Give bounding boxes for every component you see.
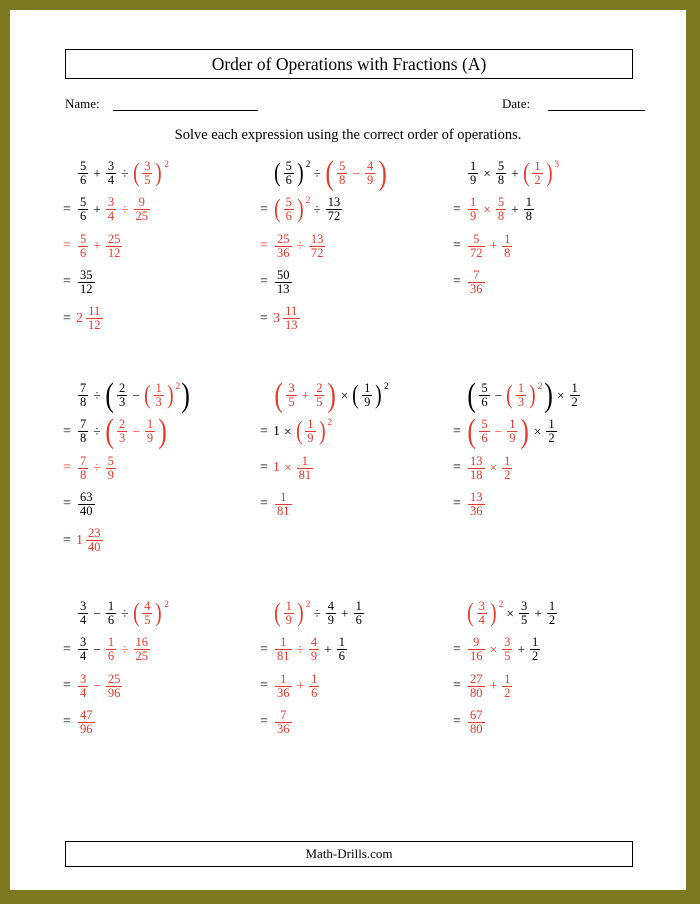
fraction: $\frac{7}{36}$ xyxy=(277,707,290,736)
problem-7 xyxy=(63,600,263,745)
group-highlight: ( $\frac{3}{5}$ ) 2 xyxy=(132,158,169,188)
fraction: $\frac{5}{6}$ xyxy=(80,195,87,224)
fraction: $\frac{1}{2}$ xyxy=(504,671,511,700)
fraction: $\frac{5}{8}$ xyxy=(497,195,505,224)
problem-2-step-2: = ( $\frac{5}{6}$ ) 2 ÷ $\frac{13}{72}$ xyxy=(260,194,341,224)
worksheet-page xyxy=(10,10,686,890)
fraction: $\frac{1}{36}$ xyxy=(277,671,290,700)
fraction: $\frac{9}{25}$ xyxy=(135,195,149,224)
problem-5-step-3: = 1 × $\frac{1}{81}$ xyxy=(260,453,312,482)
group-highlight: ( $\frac{5}{8}$ − $\frac{4}{9}$ ) xyxy=(325,155,388,193)
group-highlight: ( $\frac{5}{6}$ − $\frac{1}{9}$ ) xyxy=(467,413,530,451)
fraction: $\frac{5}{8}$ xyxy=(497,159,505,188)
page-title: Order of Operations with Fractions (A) xyxy=(211,53,487,74)
problem-4-step-1: $\frac{7}{8}$ ÷ ( $\frac{2}{3}$ − ( $\frac{1}{3}$ ) 2 ) xyxy=(80,377,191,415)
fraction: $\frac{5}{6}$ xyxy=(80,231,87,260)
problem-4-step-4: = $\frac{63}{40}$ xyxy=(63,489,93,518)
fraction: $\frac{27}{80}$ xyxy=(470,671,483,700)
problem-1-step-3: = $\frac{5}{6}$ + $\frac{25}{12}$ xyxy=(63,231,121,260)
problem-6 xyxy=(453,377,653,527)
fraction: $\frac{3}{5}$ xyxy=(504,635,511,664)
problem-4 xyxy=(63,377,263,563)
date-label: Date: xyxy=(502,96,531,111)
fraction: $\frac{25}{36}$ xyxy=(277,231,290,260)
fraction: $\frac{47}{96}$ xyxy=(80,707,93,736)
fraction: $\frac{50}{13}$ xyxy=(277,267,290,296)
fraction: $\frac{7}{36}$ xyxy=(470,267,483,296)
fraction: $\frac{4}{9}$ xyxy=(310,635,318,664)
group-highlight: ( $\frac{1}{9}$ ) 2 xyxy=(295,416,332,446)
fraction: $\frac{1}{81}$ xyxy=(277,635,290,664)
fraction: $\frac{9}{16}$ xyxy=(470,635,483,664)
problem-9 xyxy=(453,600,653,745)
problem-3 xyxy=(453,160,653,305)
group: ( $\frac{2}{3}$ − ( $\frac{1}{3}$ ) 2 ) xyxy=(105,377,191,415)
fraction: $\frac{13}{72}$ xyxy=(327,195,341,224)
name-input-line[interactable] xyxy=(113,109,258,111)
fraction: $\frac{1}{2}$ xyxy=(571,381,578,410)
problem-8-step-4: = $\frac{7}{36}$ xyxy=(260,707,290,736)
group-highlight: ( $\frac{2}{3}$ − $\frac{1}{9}$ ) xyxy=(105,413,168,451)
fraction: $\frac{4}{9}$ xyxy=(327,599,335,628)
mixed-number: 2 $\frac{11}{12}$ xyxy=(76,304,101,333)
group-highlight: ( $\frac{1}{2}$ ) 3 xyxy=(522,158,560,188)
worksheet-inner xyxy=(10,10,686,890)
fraction: $\frac{5}{6}$ xyxy=(80,159,87,188)
fraction: $\frac{25}{96}$ xyxy=(107,671,121,700)
fraction: $\frac{16}{25}$ xyxy=(135,635,149,664)
fraction: $\frac{1}{2}$ xyxy=(532,635,539,664)
fraction: $\frac{7}{8}$ xyxy=(80,453,87,482)
group-highlight: ( $\frac{1}{9}$ ) 2 xyxy=(274,598,311,628)
problem-4-step-3: = $\frac{7}{8}$ ÷ $\frac{5}{9}$ xyxy=(63,453,114,482)
fraction: $\frac{1}{81}$ xyxy=(277,489,290,518)
problem-2-step-3: = $\frac{25}{36}$ ÷ $\frac{13}{72}$ xyxy=(260,231,324,260)
group-highlight: ( $\frac{4}{5}$ ) 2 xyxy=(132,598,169,628)
fraction: $\frac{67}{80}$ xyxy=(470,707,483,736)
fraction: $\frac{3}{4}$ xyxy=(80,635,87,664)
fraction: $\frac{1}{2}$ xyxy=(548,417,555,446)
fraction: $\frac{1}{6}$ xyxy=(355,599,362,628)
problem-8-step-1: ( $\frac{1}{9}$ ) 2 ÷ $\frac{4}{9}$ + $\frac{1}{6}$ xyxy=(274,598,362,628)
group: ( $\frac{1}{9}$ ) 2 xyxy=(352,380,389,410)
fraction: $\frac{3}{5}$ xyxy=(520,599,528,628)
name-date-row xyxy=(65,96,633,116)
footer-text: Math-Drills.com xyxy=(305,846,393,861)
problem-8 xyxy=(260,600,460,745)
fraction: $\frac{3}{4}$ xyxy=(80,671,87,700)
group-highlight: ( $\frac{5}{6}$ ) 2 xyxy=(274,194,311,224)
problem-9-step-4: = $\frac{67}{80}$ xyxy=(453,707,483,736)
fraction: $\frac{5}{72}$ xyxy=(470,231,483,260)
problem-2-step-5: = 3 $\frac{11}{13}$ xyxy=(260,305,460,332)
problem-9-step-1: ( $\frac{3}{4}$ ) 2 × $\frac{3}{5}$ + $\frac{1}{2}$ xyxy=(467,598,556,628)
fraction: $\frac{35}{12}$ xyxy=(80,267,93,296)
instructions-text: Solve each expression using the correct order of operations. xyxy=(174,127,522,143)
problem-3-step-1: $\frac{1}{9}$ × $\frac{5}{8}$ + ( $\frac{1}{2}$ ) 3 xyxy=(470,158,560,188)
group-highlight: ( $\frac{3}{5}$ + $\frac{2}{5}$ ) xyxy=(274,377,337,415)
problem-6-step-2: = ( $\frac{5}{6}$ − $\frac{1}{9}$ ) × $\frac{1}{2}$ xyxy=(453,413,555,451)
fraction: $\frac{1}{2}$ xyxy=(504,453,511,482)
fraction: $\frac{63}{40}$ xyxy=(80,489,93,518)
problem-1-step-5: = 2 $\frac{11}{12}$ xyxy=(63,305,263,332)
problem-4-step-5: = 1 $\frac{23}{40}$ xyxy=(63,527,263,554)
problem-1-step-2: = $\frac{5}{6}$ + $\frac{3}{4}$ ÷ $\frac{9}{25}$ xyxy=(63,195,149,224)
mixed-number: 1 $\frac{23}{40}$ xyxy=(76,526,101,555)
fraction: $\frac{13}{72}$ xyxy=(310,231,324,260)
fraction: $\frac{7}{8}$ xyxy=(80,417,87,446)
problem-6-step-4: = $\frac{13}{36}$ xyxy=(453,489,483,518)
mixed-number: 3 $\frac{11}{13}$ xyxy=(273,304,298,333)
problem-7-step-3: = $\frac{3}{4}$ − $\frac{25}{96}$ xyxy=(63,671,121,700)
problem-8-step-2: = $\frac{1}{81}$ ÷ $\frac{4}{9}$ + $\frac{1}{6}$ xyxy=(260,635,346,664)
fraction: $\frac{1}{9}$ xyxy=(470,159,477,188)
problem-7-step-2: = $\frac{3}{4}$ − $\frac{1}{6}$ ÷ $\frac{16}{25}$ xyxy=(63,635,149,664)
operator-plus: + xyxy=(93,165,101,181)
problem-6-step-1: ( $\frac{5}{6}$ − ( $\frac{1}{3}$ ) 2 ) × $\frac{1}{2}$ xyxy=(467,377,578,415)
problem-7-step-1: $\frac{3}{4}$ − $\frac{1}{6}$ ÷ ( $\frac{4}{5}$ ) 2 xyxy=(80,598,169,628)
fraction: $\frac{7}{8}$ xyxy=(80,381,87,410)
name-label: Name: xyxy=(65,96,100,111)
problem-2-step-4: = $\frac{50}{13}$ xyxy=(260,267,290,296)
fraction: $\frac{25}{12}$ xyxy=(107,231,121,260)
problem-7-step-4: = $\frac{47}{96}$ xyxy=(63,707,93,736)
problem-6-step-3: = $\frac{13}{18}$ × $\frac{1}{2}$ xyxy=(453,453,511,482)
date-input-line[interactable] xyxy=(548,109,645,111)
fraction: $\frac{1}{8}$ xyxy=(504,231,511,260)
problem-1 xyxy=(63,160,263,341)
fraction: $\frac{1}{2}$ xyxy=(548,599,556,628)
whole-number: 1 xyxy=(273,460,280,476)
problem-8-step-3: = $\frac{1}{36}$ + $\frac{1}{6}$ xyxy=(260,671,318,700)
fraction: $\frac{1}{6}$ xyxy=(107,599,115,628)
problem-1-step-4: = $\frac{35}{12}$ xyxy=(63,267,93,296)
problem-3-step-3: = $\frac{5}{72}$ + $\frac{1}{8}$ xyxy=(453,231,511,260)
fraction: $\frac{1}{8}$ xyxy=(525,195,532,224)
problem-4-step-2: = $\frac{7}{8}$ ÷ ( $\frac{2}{3}$ − $\frac{1}{9}$ ) xyxy=(63,413,168,451)
fraction: $\frac{1}{9}$ xyxy=(470,195,477,224)
operator-divide: ÷ xyxy=(121,165,129,181)
fraction: $\frac{3}{4}$ xyxy=(80,599,87,628)
fraction: $\frac{1}{6}$ xyxy=(311,671,318,700)
fraction: $\frac{5}{9}$ xyxy=(107,453,114,482)
fraction: $\frac{13}{18}$ xyxy=(470,453,483,482)
fraction: $\frac{3}{4}$ xyxy=(107,159,115,188)
problem-3-step-2: = $\frac{1}{9}$ × $\frac{5}{8}$ + $\frac{1}{8}$ xyxy=(453,195,532,224)
problem-3-step-4: = $\frac{7}{36}$ xyxy=(453,267,483,296)
problems-grid xyxy=(55,155,655,820)
problem-5-step-2: = 1 × ( $\frac{1}{9}$ ) 2 xyxy=(260,416,332,446)
problem-9-step-2: = $\frac{9}{16}$ × $\frac{3}{5}$ + $\frac{1}{2}$ xyxy=(453,635,539,664)
problem-2-step-1: ( $\frac{5}{6}$ ) 2 ÷ ( $\frac{5}{8}$ − $\frac{4}{9}$ ) xyxy=(274,155,388,193)
fraction: $\frac{1}{6}$ xyxy=(107,635,115,664)
group: ( $\frac{5}{6}$ − ( $\frac{1}{3}$ ) 2 ) xyxy=(467,377,553,415)
group-highlight: ( $\frac{1}{3}$ ) 2 xyxy=(506,380,543,410)
problem-5 xyxy=(260,377,460,527)
fraction: $\frac{3}{4}$ xyxy=(107,195,115,224)
group-highlight: ( $\frac{3}{4}$ ) 2 xyxy=(467,598,504,628)
group: ( $\frac{5}{6}$ ) 2 xyxy=(274,158,311,188)
fraction: $\frac{13}{36}$ xyxy=(470,489,483,518)
worksheet-title-box xyxy=(65,49,633,79)
problem-9-step-3: = $\frac{27}{80}$ + $\frac{1}{2}$ xyxy=(453,671,511,700)
fraction: $\frac{1}{6}$ xyxy=(338,635,346,664)
whole-number: 1 xyxy=(273,423,280,439)
fraction: $\frac{1}{81}$ xyxy=(298,453,312,482)
problem-5-step-1: ( $\frac{3}{5}$ + $\frac{2}{5}$ ) × ( $\frac{1}{9}$ ) 2 xyxy=(274,377,389,415)
problem-5-step-4: = $\frac{1}{81}$ xyxy=(260,489,290,518)
problem-2 xyxy=(260,155,460,341)
group-highlight: ( $\frac{1}{3}$ ) 2 xyxy=(143,380,181,410)
problem-1-step-1 xyxy=(63,160,263,187)
footer-box xyxy=(65,841,633,867)
